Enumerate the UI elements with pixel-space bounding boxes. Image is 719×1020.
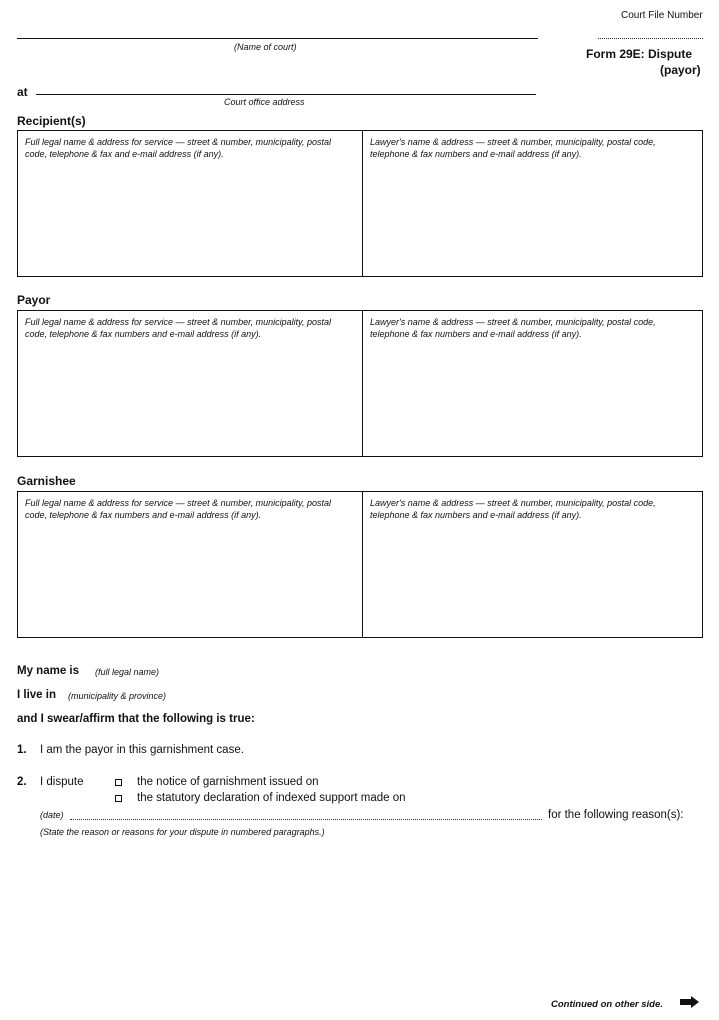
court-office-address-field[interactable] xyxy=(36,94,536,95)
recipient-party-field[interactable] xyxy=(18,131,363,276)
payor-lawyer-hint: Lawyer's name & address — street & number, municipality, postal code, telephone & fax numbers and e-mail address (if any). xyxy=(370,317,656,339)
payor-party-field[interactable] xyxy=(18,311,363,456)
statutory-declaration-label: the statutory declaration of indexed support made on xyxy=(137,792,406,804)
at-label: at xyxy=(17,85,28,99)
live-in-label: I live in xyxy=(17,689,56,701)
state-reason-hint: (State the reason or reasons for your dispute in numbered paragraphs.) xyxy=(40,827,325,837)
item-2-number: 2. xyxy=(17,776,27,788)
form-title-line1: Form 29E: Dispute xyxy=(586,47,693,61)
payor-lawyer-field[interactable] xyxy=(363,311,701,456)
recipient-party-hint: Full legal name & address for service — street & number, municipality, postal code, telephone & fax and e-mail address (if any). xyxy=(25,137,331,159)
garnishee-section-title: Garnishee xyxy=(17,474,76,488)
notice-of-garnishment-checkbox[interactable] xyxy=(115,779,122,786)
recipient-box xyxy=(17,130,703,277)
notice-of-garnishment-label: the notice of garnishment issued on xyxy=(137,776,319,788)
arrow-right-icon xyxy=(680,996,700,1008)
live-in-hint: (municipality & province) xyxy=(68,691,167,701)
following-reasons-label: for the following reason(s): xyxy=(548,809,684,821)
recipient-section-title: Recipient(s) xyxy=(17,114,86,128)
continued-on-other-side: Continued on other side. xyxy=(551,999,663,1010)
payor-section-title: Payor xyxy=(17,293,51,307)
court-file-number-label: Court File Number xyxy=(621,10,703,21)
garnishee-party-field[interactable] xyxy=(18,492,363,637)
garnishee-lawyer-field[interactable] xyxy=(363,492,701,637)
payor-box xyxy=(17,310,703,457)
payor-party-hint: Full legal name & address for service — street & number, municipality, postal code, telephone & fax numbers and e-mail address (if any). xyxy=(25,317,331,339)
item-2-text: I dispute xyxy=(40,776,84,788)
garnishee-box xyxy=(17,491,703,638)
form-title-line2: (payor) xyxy=(660,63,701,77)
date-field[interactable] xyxy=(70,819,542,820)
recipient-lawyer-field[interactable] xyxy=(363,131,701,276)
garnishee-lawyer-hint: Lawyer's name & address — street & number, municipality, postal code, telephone & fax numbers and e-mail address (if any). xyxy=(370,498,656,520)
item-1-text: I am the payor in this garnishment case. xyxy=(40,744,244,756)
statutory-declaration-checkbox[interactable] xyxy=(115,795,122,802)
swear-affirm-label: and I swear/affirm that the following is true: xyxy=(17,713,255,725)
date-hint: (date) xyxy=(40,810,64,820)
my-name-hint: (full legal name) xyxy=(95,667,160,677)
court-file-number-field[interactable] xyxy=(598,38,703,39)
my-name-label: My name is xyxy=(17,665,79,677)
garnishee-party-hint: Full legal name & address for service — street & number, municipality, postal code, telephone & fax numbers and e-mail address (if any). xyxy=(25,498,331,520)
court-office-address-label: Court office address xyxy=(224,97,305,107)
recipient-lawyer-hint: Lawyer's name & address — street & number, municipality, postal code, telephone & fax numbers and e-mail address (if any). xyxy=(370,137,656,159)
name-of-court-label: (Name of court) xyxy=(234,42,297,52)
name-of-court-field[interactable] xyxy=(17,38,538,39)
item-1-number: 1. xyxy=(17,744,27,756)
